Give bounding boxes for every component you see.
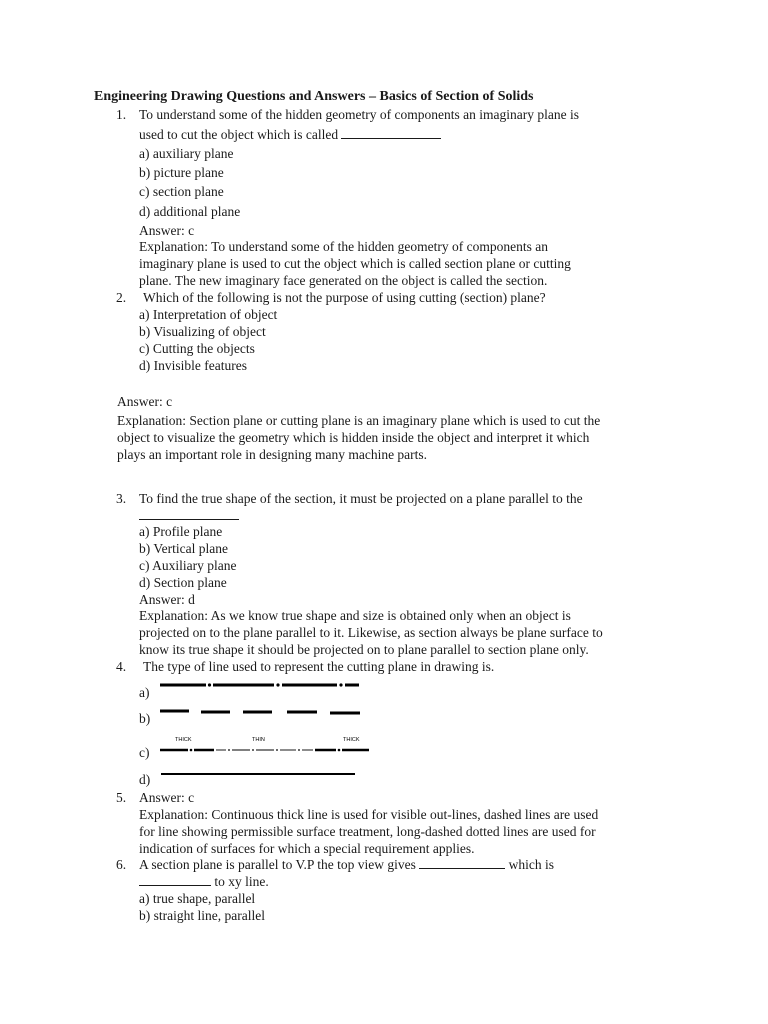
q1-explanation-line1: Explanation: To understand some of the hidden geometry of components an [139, 239, 548, 254]
q3-option-a: a) Profile plane [139, 524, 223, 539]
thick-label-left: THICK [175, 737, 192, 743]
q4-option-d-label: d) [139, 772, 151, 787]
q1-option-a: a) auxiliary plane [139, 146, 234, 161]
q6-option-b: b) straight line, parallel [139, 908, 265, 923]
q3-explanation-line1: Explanation: As we know true shape and size is obtained only when an object is [139, 608, 571, 623]
thick-label-right: THICK [343, 737, 360, 743]
q2-option-b: b) Visualizing of object [139, 324, 266, 339]
line-sample-c [160, 737, 369, 751]
thin-label: THIN [252, 737, 265, 743]
q2-question: Which of the following is not the purpose of using cutting (section) plane? [143, 290, 546, 305]
q5-answer: Answer: c [139, 790, 195, 805]
q3-answer: Answer: d [139, 592, 195, 607]
q1-question-line1: To understand some of the hidden geometry of components an imaginary plane is [139, 107, 579, 122]
q1-question-text: used to cut the object which is called [139, 127, 339, 142]
q5-explanation-line1: Explanation: Continuous thick line is used for visible out-lines, dashed lines are used [139, 807, 599, 822]
q2-answer: Answer: c [117, 394, 173, 409]
answer-blank [139, 873, 211, 886]
q1-option-c: c) section plane [139, 184, 224, 199]
answer-blank [419, 856, 505, 869]
q1-number: 1. [116, 107, 127, 122]
q5-explanation-line3: indication of surfaces for which a special requirement applies. [139, 841, 475, 856]
q5-explanation-line2: for line showing permissible surface treatment, long-dashed dotted lines are used for [139, 824, 596, 839]
q5-number: 5. [116, 790, 127, 805]
q2-option-d: d) Invisible features [139, 358, 247, 373]
q2-option-a: a) Interpretation of object [139, 307, 278, 322]
q1-answer: Answer: c [139, 223, 195, 238]
q6-option-a: a) true shape, parallel [139, 891, 256, 906]
q6-question-text-2: to xy line. [214, 874, 269, 889]
q3-question: To find the true shape of the section, it must be projected on a plane parallel to the [139, 491, 583, 506]
q2-explanation-line2: object to visualize the geometry which is hidden inside the object and interpret it which [117, 430, 590, 445]
q1-option-b: b) picture plane [139, 165, 224, 180]
q3-option-d: d) Section plane [139, 575, 227, 590]
q2-number: 2. [116, 290, 127, 305]
q1-explanation-line3: plane. The new imaginary face generated on the object is called the section. [139, 273, 548, 288]
q6-number: 6. [116, 857, 127, 872]
q2-option-c: c) Cutting the objects [139, 341, 255, 356]
q3-explanation-line2: projected on to the plane parallel to it. Likewise, as section always be plane surface to [139, 625, 603, 640]
q4-question: The type of line used to represent the cutting plane in drawing is. [143, 659, 495, 674]
q4-option-b-label: b) [139, 711, 151, 726]
line-sample-b [160, 711, 360, 713]
q4-number: 4. [116, 659, 127, 674]
q1-option-d: d) additional plane [139, 204, 241, 219]
q6-question-line2 [139, 873, 269, 890]
q6-question-line1 [139, 856, 554, 873]
q6-question-text: A section plane is parallel to V.P the top view gives [139, 857, 416, 872]
document-title: Engineering Drawing Questions and Answers – Basics of Section of Solids [94, 89, 534, 104]
q1-explanation-line2: imaginary plane is used to cut the object which is called section plane or cutting [139, 256, 571, 271]
q3-option-c: c) Auxiliary plane [139, 558, 237, 573]
q3-option-b: b) Vertical plane [139, 541, 228, 556]
q2-explanation-line1: Explanation: Section plane or cutting plane is an imaginary plane which is used to cut the [117, 413, 601, 428]
q3-explanation-line3: know its true shape it should be projected on to plane parallel to section plane only. [139, 642, 589, 657]
q4-option-c-label: c) [139, 745, 150, 760]
q6-question-text-end: which is [508, 857, 554, 872]
q3-number: 3. [116, 491, 127, 506]
q4-option-a-label: a) [139, 685, 150, 700]
q2-explanation-line3: plays an important role in designing many machine parts. [117, 447, 428, 462]
line-sample-a [160, 683, 359, 686]
